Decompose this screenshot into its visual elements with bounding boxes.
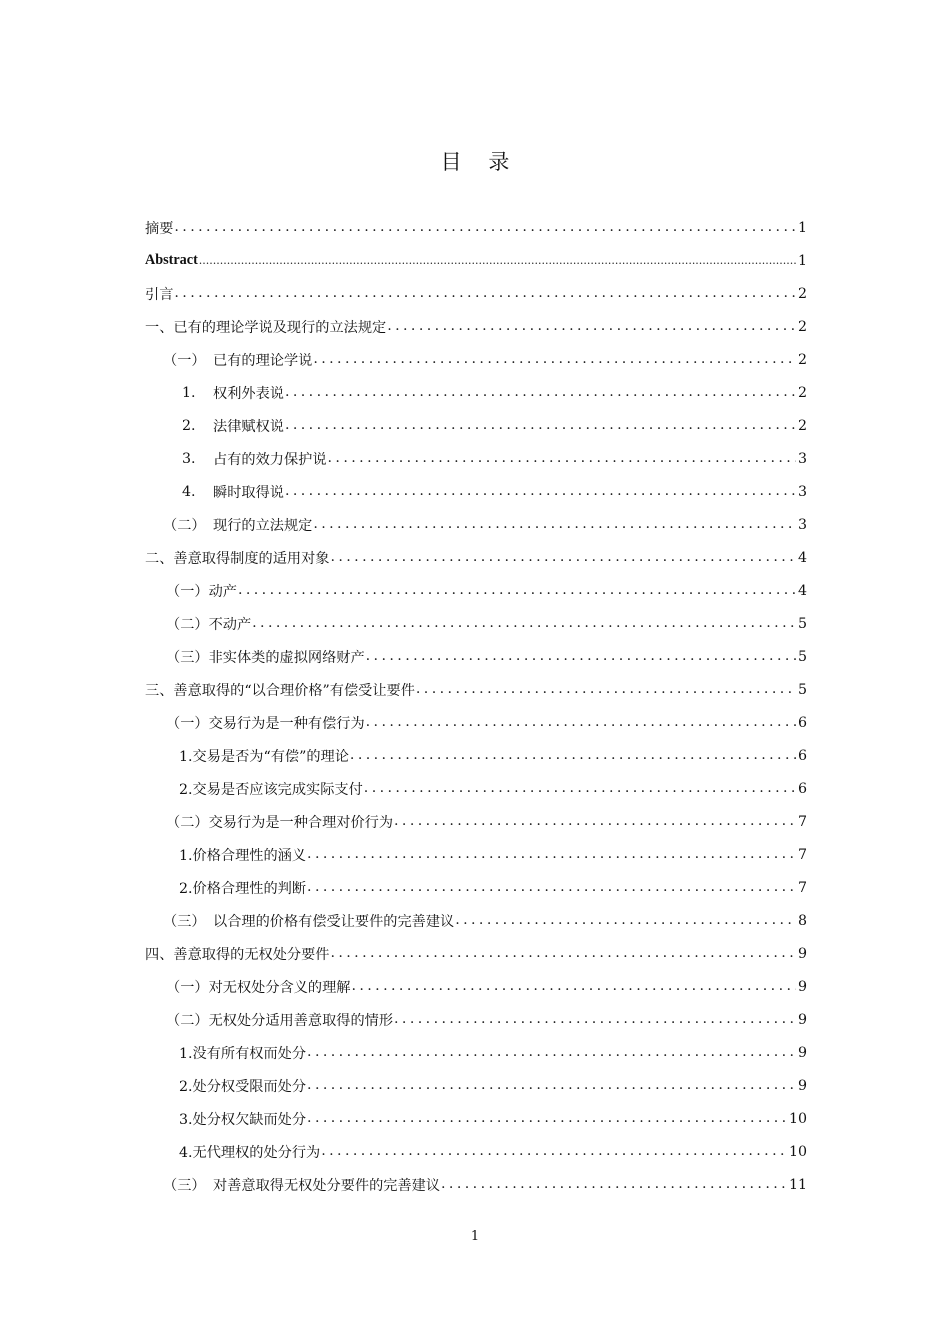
toc-entry-number: 4. bbox=[182, 483, 196, 500]
toc-entry-page: 2 bbox=[797, 318, 807, 335]
toc-entry-title: Abstract bbox=[145, 252, 198, 268]
toc-entry[interactable] bbox=[145, 376, 807, 409]
toc-entry-page: 11 bbox=[788, 1176, 807, 1193]
toc-entry-title: （一）交易行为是一种有偿行为 bbox=[166, 715, 365, 732]
toc-entry[interactable] bbox=[145, 475, 807, 508]
dot-leader bbox=[321, 1144, 787, 1158]
toc-entry-page: 6 bbox=[797, 714, 807, 731]
toc-entry-page: 9 bbox=[797, 1077, 807, 1094]
dot-leader bbox=[174, 220, 796, 234]
toc-entry-page: 9 bbox=[797, 945, 807, 962]
toc-entry-title: 2.交易是否应该完成实际支付 bbox=[179, 781, 363, 798]
dot-leader bbox=[394, 814, 796, 828]
toc-entry-page: 3 bbox=[797, 483, 807, 500]
toc-entry[interactable] bbox=[145, 508, 807, 541]
dot-leader bbox=[307, 880, 796, 894]
toc-entry[interactable] bbox=[145, 277, 807, 310]
toc-entry-title: 占有的效力保护说 bbox=[213, 451, 327, 468]
dot-leader bbox=[307, 1045, 796, 1059]
toc-entry-title: 2.价格合理性的判断 bbox=[179, 880, 307, 897]
dot-leader bbox=[285, 418, 796, 432]
toc-entry[interactable] bbox=[145, 343, 807, 376]
toc-entry[interactable] bbox=[145, 739, 807, 772]
toc-entry-title: （二）不动产 bbox=[166, 616, 252, 633]
toc-entry-page: 9 bbox=[797, 1044, 807, 1061]
toc-entry-page: 4 bbox=[797, 549, 807, 566]
toc-entry-title: （三）非实体类的虚拟网络财产 bbox=[166, 649, 365, 666]
toc-entry[interactable] bbox=[145, 640, 807, 673]
toc-entry-page: 9 bbox=[797, 1011, 807, 1028]
toc-entry[interactable] bbox=[145, 310, 807, 343]
toc-entry-page: 10 bbox=[788, 1143, 807, 1160]
toc-entry[interactable] bbox=[145, 244, 807, 277]
toc-entry[interactable] bbox=[145, 211, 807, 244]
toc-entry[interactable] bbox=[145, 673, 807, 706]
toc-entry[interactable] bbox=[145, 607, 807, 640]
toc-entry-page: 7 bbox=[797, 813, 807, 830]
toc-entry-page: 2 bbox=[797, 384, 807, 401]
toc-entry[interactable] bbox=[145, 706, 807, 739]
toc-entry-number: 2. bbox=[182, 417, 196, 434]
toc-entry-number: 1. bbox=[182, 384, 196, 401]
toc-title: 目 录 bbox=[440, 150, 520, 174]
toc-entry-page: 6 bbox=[797, 780, 807, 797]
toc-entry[interactable] bbox=[145, 409, 807, 442]
dot-leader bbox=[441, 1177, 787, 1191]
toc-entry[interactable] bbox=[145, 574, 807, 607]
toc-entry[interactable] bbox=[145, 805, 807, 838]
toc-entry-page: 1 bbox=[797, 219, 807, 236]
toc-entry[interactable] bbox=[145, 1003, 807, 1036]
toc-entry-title: 已有的理论学说 bbox=[213, 352, 313, 369]
toc-entry[interactable] bbox=[145, 541, 807, 574]
dot-leader bbox=[416, 682, 796, 696]
toc-entry-number: （一） bbox=[163, 352, 206, 369]
dot-leader bbox=[313, 352, 796, 366]
toc-entry-page: 3 bbox=[797, 516, 807, 533]
toc-entry-title: 1.交易是否为“有偿”的理论 bbox=[179, 748, 349, 765]
toc-entry-number: （二） bbox=[163, 517, 206, 534]
dot-leader bbox=[455, 913, 796, 927]
toc-entry-page: 5 bbox=[797, 648, 807, 665]
toc-entry-title: 1.价格合理性的涵义 bbox=[179, 847, 307, 864]
toc-entry-page: 8 bbox=[797, 912, 807, 929]
toc-entry-title: 瞬时取得说 bbox=[213, 484, 284, 501]
toc-entry[interactable] bbox=[145, 772, 807, 805]
dot-leader bbox=[328, 451, 796, 465]
dot-leader bbox=[364, 781, 796, 795]
dot-leader bbox=[313, 517, 796, 531]
dot-leader bbox=[351, 979, 796, 993]
toc-entry-title: 现行的立法规定 bbox=[213, 517, 313, 534]
toc-entry-title: 摘要 bbox=[145, 220, 174, 237]
toc-entry-title: 对善意取得无权处分要件的完善建议 bbox=[213, 1177, 441, 1194]
toc-entry[interactable] bbox=[145, 1135, 807, 1168]
toc-entry-number: 3. bbox=[182, 450, 196, 467]
toc-entry-page: 6 bbox=[797, 747, 807, 764]
toc-entry-page: 5 bbox=[797, 615, 807, 632]
toc-entry-title: 三、善意取得的“以合理价格”有偿受让要件 bbox=[145, 682, 415, 699]
toc-entry-number: （三） bbox=[163, 1177, 206, 1194]
toc-entry-title: 权利外表说 bbox=[213, 385, 284, 402]
toc-entry-title: （一）对无权处分含义的理解 bbox=[166, 979, 351, 996]
table-of-contents bbox=[145, 211, 807, 1201]
toc-entry-page: 7 bbox=[797, 879, 807, 896]
dot-leader bbox=[366, 715, 796, 729]
toc-entry-page: 7 bbox=[797, 846, 807, 863]
page-number: 1 bbox=[470, 1229, 480, 1244]
toc-entry-page: 3 bbox=[797, 450, 807, 467]
toc-entry-title: 4.无代理权的处分行为 bbox=[179, 1144, 321, 1161]
toc-entry-title: 以合理的价格有偿受让要件的完善建议 bbox=[213, 913, 455, 930]
toc-entry[interactable] bbox=[145, 970, 807, 1003]
toc-entry-page: 5 bbox=[797, 681, 807, 698]
dot-leader bbox=[174, 286, 796, 300]
dot-leader bbox=[199, 255, 796, 266]
toc-entry-number: （三） bbox=[163, 913, 206, 930]
dot-leader bbox=[307, 847, 796, 861]
toc-entry-title: 3.处分权欠缺而处分 bbox=[179, 1111, 307, 1128]
dot-leader bbox=[285, 484, 796, 498]
toc-entry-title: 2.处分权受限而处分 bbox=[179, 1078, 307, 1095]
toc-entry-page: 10 bbox=[788, 1110, 807, 1127]
dot-leader bbox=[366, 649, 796, 663]
toc-entry-title: 法律赋权说 bbox=[213, 418, 284, 435]
toc-entry-page: 2 bbox=[797, 417, 807, 434]
toc-entry[interactable] bbox=[145, 1069, 807, 1102]
toc-entry[interactable] bbox=[145, 904, 807, 937]
dot-leader bbox=[330, 550, 796, 564]
toc-entry-page: 4 bbox=[797, 582, 807, 599]
dot-leader bbox=[307, 1111, 787, 1125]
toc-entry[interactable] bbox=[145, 871, 807, 904]
dot-leader bbox=[350, 748, 796, 762]
toc-entry-title: 四、善意取得的无权处分要件 bbox=[145, 946, 330, 963]
toc-entry[interactable] bbox=[145, 838, 807, 871]
dot-leader bbox=[394, 1012, 796, 1026]
toc-entry-title: 一、已有的理论学说及现行的立法规定 bbox=[145, 319, 387, 336]
toc-entry[interactable] bbox=[145, 442, 807, 475]
toc-entry-title: 1.没有所有权而处分 bbox=[179, 1045, 307, 1062]
dot-leader bbox=[307, 1078, 796, 1092]
toc-entry-title: 二、善意取得制度的适用对象 bbox=[145, 550, 330, 567]
toc-entry-title: （二）无权处分适用善意取得的情形 bbox=[166, 1012, 394, 1029]
toc-entry-page: 2 bbox=[797, 351, 807, 368]
toc-entry-page: 2 bbox=[797, 285, 807, 302]
toc-entry[interactable] bbox=[145, 937, 807, 970]
toc-entry-page: 1 bbox=[797, 252, 807, 269]
toc-entry[interactable] bbox=[145, 1168, 807, 1201]
toc-entry-title: （二）交易行为是一种合理对价行为 bbox=[166, 814, 394, 831]
toc-entry-title: 引言 bbox=[145, 286, 174, 303]
dot-leader bbox=[330, 946, 796, 960]
toc-entry[interactable] bbox=[145, 1036, 807, 1069]
dot-leader bbox=[387, 319, 796, 333]
dot-leader bbox=[252, 616, 796, 630]
dot-leader bbox=[238, 583, 796, 597]
toc-entry-page: 9 bbox=[797, 978, 807, 995]
toc-entry[interactable] bbox=[145, 1102, 807, 1135]
toc-entry-title: （一）动产 bbox=[166, 583, 237, 600]
dot-leader bbox=[285, 385, 796, 399]
